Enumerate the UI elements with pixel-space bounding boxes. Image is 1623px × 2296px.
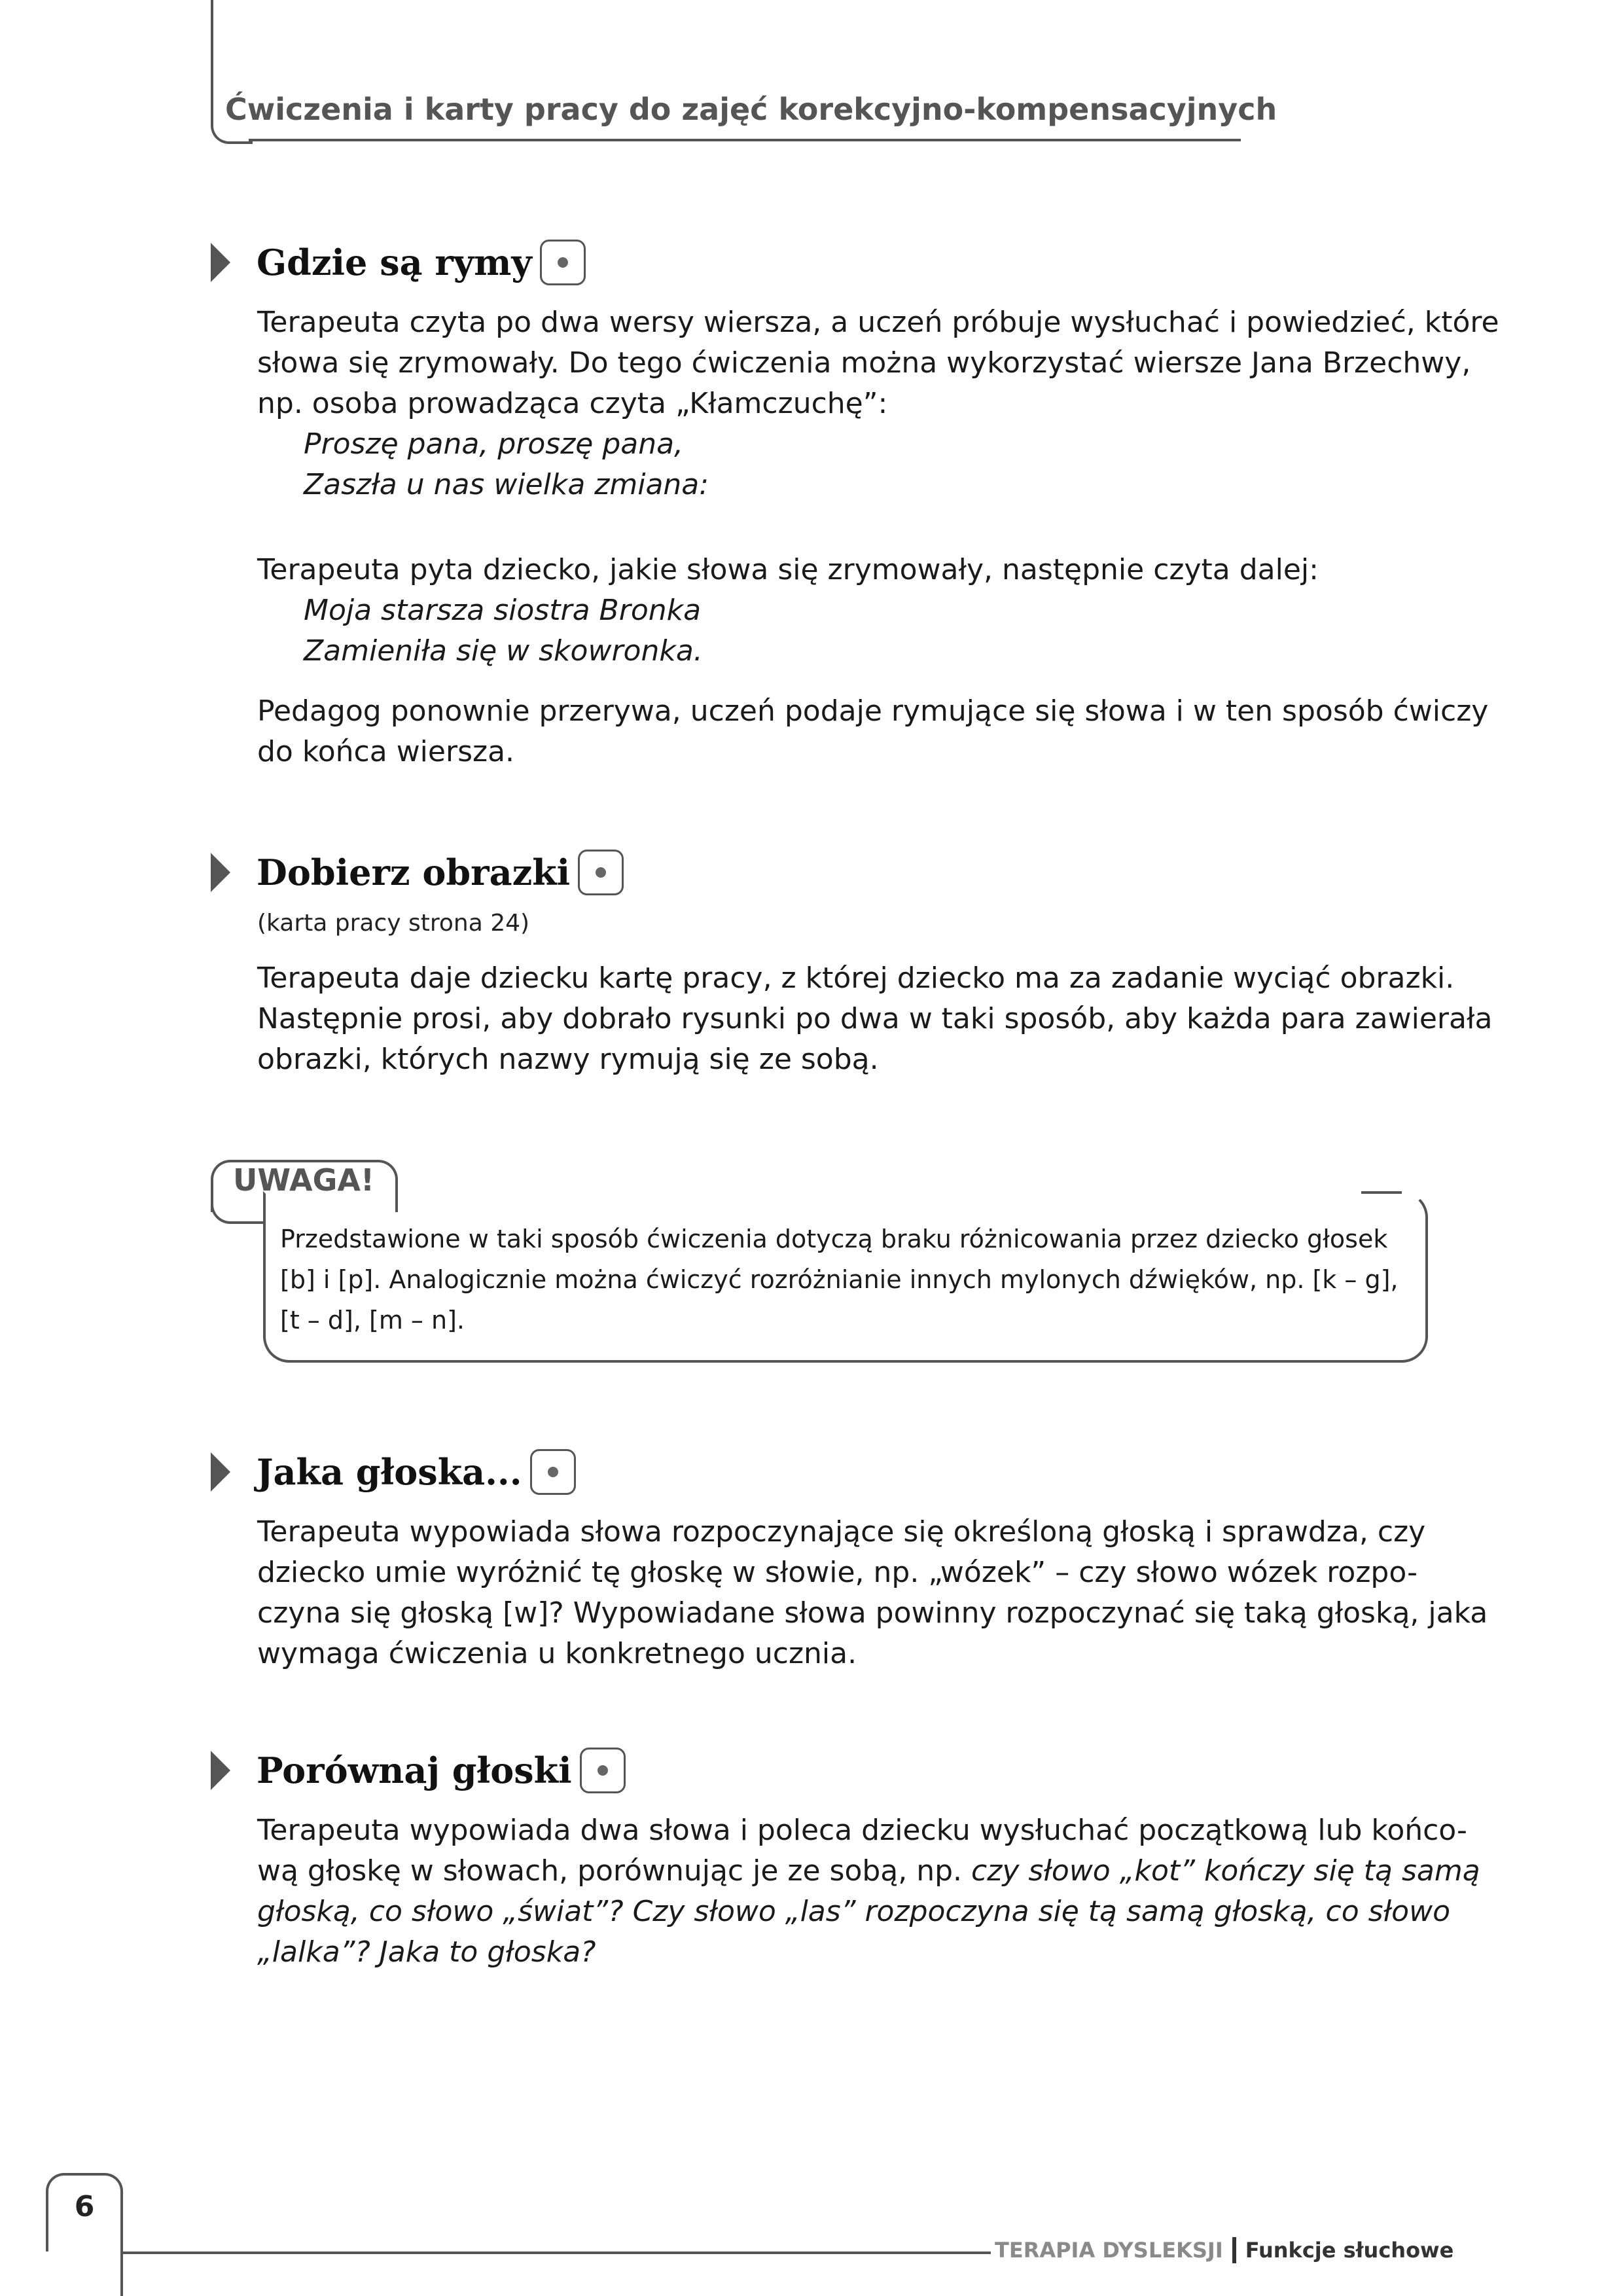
text-line: Terapeuta wypowiada słowa rozpoczynające się określoną głoską i sprawdza, czy [257, 1515, 1426, 1549]
footer-rule-vertical [120, 2225, 123, 2296]
poem-excerpt-2 [304, 590, 703, 672]
running-footer [995, 2237, 1454, 2263]
section-4-paragraph [257, 1810, 1480, 1973]
section-3-paragraph [257, 1512, 1488, 1674]
text-run: wą głoskę w słowach, porównując je ze sobą, np. [257, 1854, 972, 1888]
header-rule-horizontal [249, 139, 1241, 141]
uwaga-connector-corner [211, 1198, 266, 1224]
dot-box-icon [540, 240, 586, 285]
text-line: dziecko umie wyróżnić tę głoskę w słowie, np. „wózek” – czy słowo wózek rozpo- [257, 1556, 1418, 1589]
text-line: Terapeuta daje dziecku kartę pracy, z której dziecko ma za zadanie wyciąć obrazki. [257, 961, 1455, 995]
text-line: Terapeuta wypowiada dwa słowa i poleca dziecku wysłuchać początkową lub końco- [257, 1814, 1467, 1847]
text-line: czyna się głoską [w]? Wypowiadane słowa powinny rozpoczynać się taką głoską, jaka [257, 1596, 1488, 1630]
text-line: Pedagog ponownie przerywa, uczeń podaje rymujące się słowa i w ten sposób ćwiczy [257, 694, 1489, 728]
running-header-title: Ćwiczenia i karty pracy do zajęć korekcyjno-kompensacyjnych [225, 92, 1277, 127]
section-1-paragraph-2 [257, 550, 1429, 590]
dot-box-icon [578, 850, 624, 895]
section-title: Porównaj głoski [257, 1749, 572, 1791]
italic-example-text: „lalka”? Jaka to głoska? [257, 1935, 596, 1969]
italic-example-text: czy słowo „kot” kończy się tą samą [971, 1854, 1480, 1888]
section-porownaj-gloski-heading [211, 1748, 626, 1793]
dot-box-icon [580, 1748, 626, 1793]
footer-subtitle: Funkcje słuchowe [1245, 2238, 1454, 2263]
verse-line: Zaszła u nas wielka zmiana: [304, 468, 709, 501]
section-gdzie-sa-rymy-heading [211, 240, 586, 285]
dot-box-icon [530, 1449, 576, 1495]
triangle-bullet-icon [211, 243, 230, 282]
text-line: obrazki, których nazwy rymują się ze sobą. [257, 1043, 879, 1076]
text-line: [t – d], [m – n]. [280, 1306, 465, 1335]
text-line [257, 1851, 1480, 1892]
section-2-paragraph [257, 958, 1493, 1080]
italic-example-text: głoską, co słowo „świat”? Czy słowo „las” rozpoczyna się tą samą głoską, co słowo [257, 1895, 1450, 1928]
worksheet-reference-note: (karta pracy strona 24) [257, 910, 530, 937]
text-line: np. osoba prowadząca czyta „Kłamczuchę”: [257, 387, 888, 420]
section-title: Dobierz obrazki [257, 852, 571, 893]
verse-line: Proszę pana, proszę pana, [304, 427, 684, 461]
text-line: Terapeuta czyta po dwa wersy wiersza, a uczeń próbuje wysłuchać i powiedzieć, które [257, 306, 1499, 339]
section-1-paragraph-1 [257, 302, 1499, 424]
triangle-bullet-icon [211, 1751, 230, 1790]
uwaga-label: UWAGA! [233, 1162, 374, 1198]
text-line: Przedstawione w taki sposób ćwiczenia dotyczą braku różnicowania przez dziecko głosek [280, 1225, 1388, 1253]
section-dobierz-obrazki-heading [211, 850, 624, 895]
text-line: Terapeuta pyta dziecko, jakie słowa się zrymowały, następnie czyta dalej: [257, 553, 1319, 586]
text-line: do końca wiersza. [257, 735, 515, 768]
text-line: [b] i [p]. Analogicznie można ćwiczyć rozróżnianie innych mylonych dźwięków, np. [k – g], [280, 1265, 1399, 1294]
section-title: Jaka głoska... [257, 1451, 522, 1493]
triangle-bullet-icon [211, 1452, 230, 1492]
verse-line: Zamieniła się w skowronka. [304, 634, 703, 668]
section-1-paragraph-3 [257, 691, 1489, 772]
section-title: Gdzie są rymy [257, 242, 532, 283]
triangle-bullet-icon [211, 853, 230, 892]
footer-rule-horizontal [122, 2251, 991, 2254]
poem-excerpt-1 [304, 424, 709, 505]
text-line: słowa się zrymowały. Do tego ćwiczenia można wykorzystać wiersze Jana Brzechwy, [257, 346, 1471, 380]
footer-series-title: TERAPIA DYSLEKSJI [995, 2238, 1223, 2263]
text-line: Następnie prosi, aby dobrało rysunki po dwa w taki sposób, aby każda para zawierała [257, 1002, 1493, 1035]
uwaga-note-text [280, 1219, 1406, 1340]
section-jaka-gloska-heading [211, 1449, 576, 1495]
header-rule-vertical [211, 0, 213, 119]
uwaga-box-top-edge [1361, 1191, 1402, 1194]
footer-separator [1232, 2237, 1236, 2263]
text-line: wymaga ćwiczenia u konkretnego ucznia. [257, 1637, 857, 1670]
verse-line: Moja starsza siostra Bronka [304, 594, 702, 627]
page-number: 6 [74, 2190, 95, 2223]
